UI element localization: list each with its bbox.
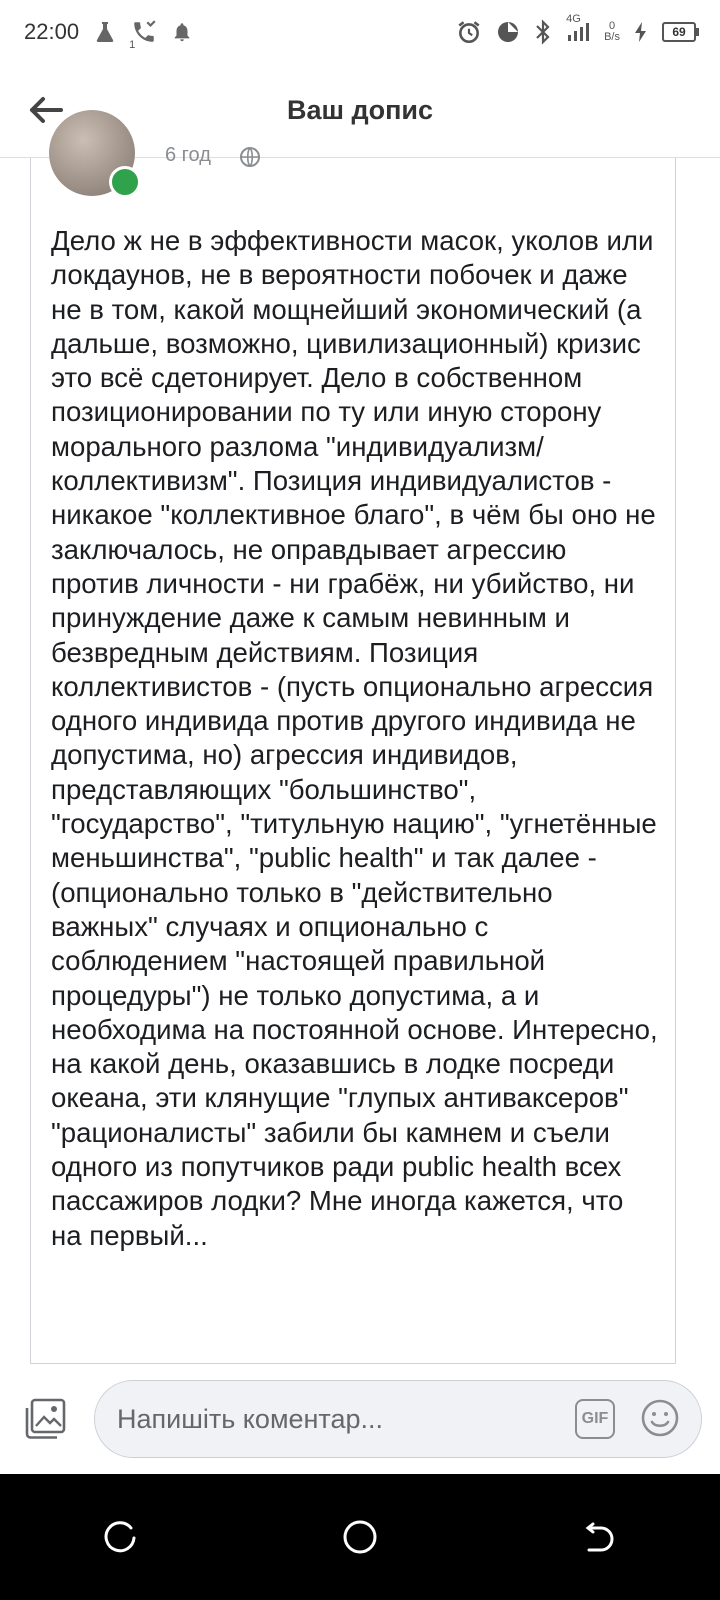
recent-apps-button[interactable]	[90, 1507, 150, 1567]
back-nav-button[interactable]	[570, 1507, 630, 1567]
network-type: 4G	[566, 13, 581, 25]
attach-photo-button[interactable]	[22, 1396, 68, 1442]
comment-field-wrapper	[94, 1380, 702, 1458]
data-saver-icon	[496, 20, 520, 44]
post-card	[30, 144, 676, 1364]
online-status-badge	[109, 166, 141, 198]
status-bar-left	[24, 19, 193, 51]
status-bar	[0, 0, 720, 64]
emoji-button[interactable]	[639, 1397, 681, 1439]
recent-apps-icon	[103, 1520, 137, 1554]
flask-icon	[93, 20, 117, 44]
home-circle-icon	[342, 1519, 378, 1555]
clock: 22:00	[24, 19, 80, 44]
network-speed	[604, 21, 620, 43]
back-nav-icon	[583, 1520, 617, 1554]
speed-unit: B/s	[604, 31, 620, 43]
smiley-icon	[640, 1398, 680, 1438]
alarm-icon	[456, 19, 482, 45]
missed-call-icon	[129, 19, 157, 51]
notification-bell-icon	[171, 20, 193, 44]
comment-input[interactable]	[115, 1403, 539, 1436]
system-navigation-bar	[0, 1474, 720, 1600]
battery-icon: 69	[662, 22, 696, 42]
status-bar-right	[456, 13, 696, 45]
page-title: Ваш допис	[286, 95, 434, 125]
gif-button[interactable]: GIF	[575, 1399, 615, 1439]
photo-icon	[23, 1398, 67, 1440]
back-arrow-icon	[29, 96, 63, 124]
missed-call-count: 1	[129, 39, 136, 51]
post-body-text: Дело ж не в эффективности масок, уколов или локдаунов, не в вероятности побочек и даже не в том, какой мощнейший экономический (а дальше, возможно, цивилизационный) кризис это всё сдетонирует. Дело в собственном позиционировании по ту или иную сторону морального разлома "индивидуализм/коллективизм". Позиция индивидуалистов - никакое "коллективное благо", в чём бы оно не заключалось, не оправдывает агрессию против личности - ни грабёж, ни убийство, ни принуждение даже к самым невинным и безвредным действиям. Позиция коллективистов - (пусть опционально агрессия одного индивида против другого индивида не допустима, но) агрессия индивидов, представляющих "большинство", "государство", "титульную нацию", "угнетённые меньшинства", "public health" и так далее - (опционально только в "действительно важных" случаях и опционально с соблюдением "настоящей правильной процедуры") не только допустима, а и необходима на постоянной основе. Интересно, на какой день, оказавшись в лодке посреди океана, эти клянущие "глупых антиваксеров" "рационалисты" забили бы камнем и съели одного из попутчиков ради public health всех пассажиров лодки? Мне иногда кажется, что на первый...	[51, 225, 666, 1251]
post-timestamp[interactable]: 6 год	[165, 144, 211, 166]
speed-value: 0	[608, 20, 616, 32]
comment-composer	[0, 1364, 720, 1474]
bluetooth-icon	[534, 19, 552, 45]
charging-icon	[634, 21, 648, 43]
home-button[interactable]	[330, 1507, 390, 1567]
globe-icon[interactable]	[239, 146, 261, 168]
signal-icon	[566, 13, 590, 43]
